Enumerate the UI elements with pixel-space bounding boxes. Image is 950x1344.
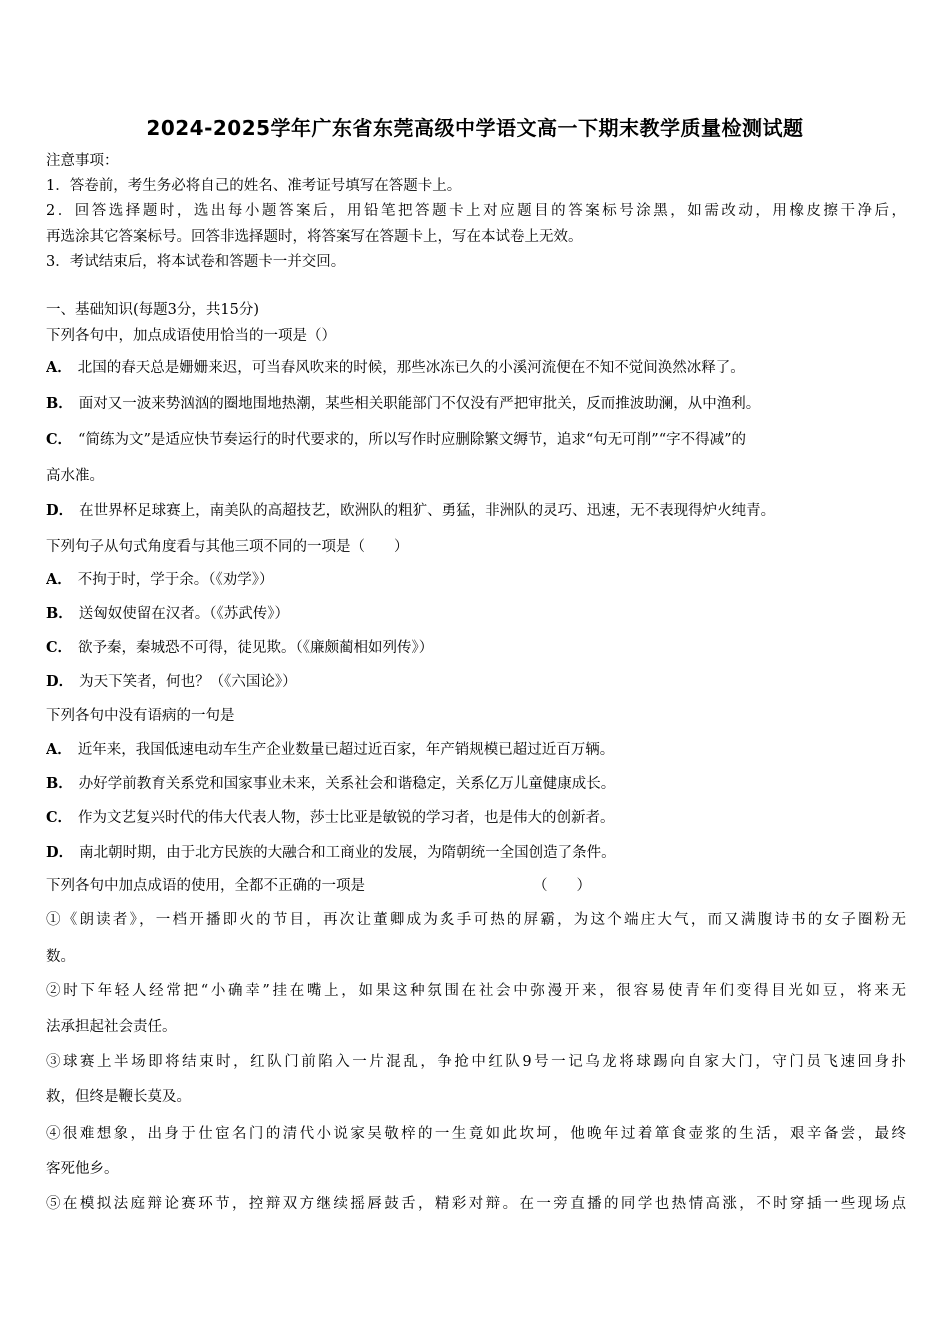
notice-item: 1．答卷前，考生务必将自己的姓名、准考证号填写在答题卡上。 [46, 178, 462, 194]
option-text: 作为文艺复兴时代的伟大代表人物，莎士比亚是敏锐的学习者，也是伟大的创新者。 [78, 810, 615, 826]
section-heading: 一、基础知识(每题3分，共15分) [46, 302, 259, 318]
question-4-item-2-continued: 法承担起社会责任。 [46, 1019, 177, 1035]
option-label: D． [46, 844, 74, 861]
option-text: 办好学前教育关系党和国家事业未来，关系社会和谐稳定，关系亿万儿童健康成长。 [78, 776, 616, 792]
question-2-stem: 下列句子从句式角度看与其他三项不同的一项是（ ） [46, 539, 409, 555]
option-text: 北国的春天总是姗姗来迟，可当春风吹来的时候，那些冰冻已久的小溪河流便在不知不觉间涣然冰释了。 [77, 360, 745, 376]
question-3-option-c [46, 808, 906, 828]
question-2-option-a [46, 570, 906, 590]
option-label: C． [46, 639, 73, 656]
notice-item: 2．回答选择题时，选出每小题答案后，用铅笔把答题卡上对应题目的答案标号涂黑，如需改动，用橡皮擦干净后， [46, 203, 906, 219]
question-1-option-a [46, 358, 906, 378]
question-2-option-c [46, 638, 906, 658]
option-label: C． [46, 809, 73, 826]
option-text: 高水准。 [46, 468, 104, 484]
question-3-option-d [46, 843, 906, 863]
question-4-item-5: ⑤在模拟法庭辩论赛环节，控辩双方继续摇唇鼓舌，精彩对辩。在一旁直播的同学也热情高涨，不时穿插一些现场点 [46, 1196, 906, 1212]
question-1-stem: 下列各句中，加点成语使用恰当的一项是（） [46, 328, 336, 344]
option-label: D． [46, 673, 74, 690]
question-4-item-3-continued: 救，但终是鞭长莫及。 [46, 1089, 191, 1105]
question-4-item-2: ②时下年轻人经常把“小确幸”挂在嘴上，如果这种氛围在社会中弥漫开来，很容易使青年们变得目光如豆，将来无 [46, 983, 906, 999]
option-text: 在世界杯足球赛上，南美队的高超技艺，欧洲队的粗犷、勇猛，非洲队的灵巧、迅速，无不表现得炉火纯青。 [79, 503, 776, 519]
page-title: 2024-2025学年广东省东莞高级中学语文高一下期末教学质量检测试题 [146, 116, 804, 140]
option-label: A． [46, 741, 72, 758]
notice-item: 再选涂其它答案标号。回答非选择题时，将答案写在答题卡上，写在本试卷上无效。 [46, 229, 583, 245]
question-4-stem-text: 下列各句中加点成语的使用，全都不正确的一项是 [46, 878, 365, 894]
option-label: C． [46, 431, 73, 448]
question-3-option-a [46, 740, 906, 760]
question-3-stem: 下列各句中没有语病的一句是 [46, 708, 235, 724]
option-label: D． [46, 502, 74, 519]
notice-item: 3．考试结束后，将本试卷和答题卡一并交回。 [46, 254, 346, 270]
option-text: 南北朝时期，由于北方民族的大融合和工商业的发展，为隋朝统一全国创造了条件。 [79, 845, 616, 861]
question-4-item-4-continued: 客死他乡。 [46, 1161, 119, 1177]
option-text: “简练为文”是适应快节奏运行的时代要求的，所以写作时应删除繁文缛节，追求“句无可削”“字不得减”的 [78, 432, 747, 448]
option-text: 不拘于时，学于余。（《劝学》） [77, 572, 274, 588]
option-text: 送匈奴使留在汉者。（《苏武传》） [78, 606, 290, 622]
answer-bracket: （ ） [533, 878, 591, 894]
question-1-option-c [46, 430, 906, 450]
option-label: A． [46, 571, 72, 588]
question-4-item-4: ④很难想象，出身于仕宦名门的清代小说家吴敬梓的一生竟如此坎坷，他晚年过着箪食壶浆的生活，艰辛备尝，最终 [46, 1126, 906, 1142]
question-1-option-d [46, 501, 906, 521]
question-4-item-1-continued: 数。 [46, 949, 75, 965]
question-3-option-b [46, 774, 906, 794]
question-4-item-1: ①《朗读者》，一档开播即火的节目，再次让董卿成为炙手可热的屏霸，为这个端庄大气，而又满腹诗书的女子圈粉无 [46, 912, 906, 928]
option-text: 为天下笑者，何也？（《六国论》） [79, 674, 297, 690]
option-label: B． [46, 395, 73, 412]
question-4-stem [46, 876, 906, 896]
option-text: 近年来，我国低速电动车生产企业数量已超过近百家，年产销规模已超过近百万辆。 [77, 742, 615, 758]
question-2-option-b [46, 604, 906, 624]
question-4-item-3: ③球赛上半场即将结束时，红队门前陷入一片混乱，争抢中红队9号一记乌龙将球踢向自家大门，守门员飞速回身扑 [46, 1054, 906, 1070]
question-1-option-b [46, 394, 906, 414]
option-text: 欲予秦，秦城恐不可得，徒见欺。（《廉颇蔺相如列传》） [78, 640, 434, 656]
question-1-option-c-continued [46, 466, 906, 486]
option-label: B． [46, 775, 73, 792]
option-label: A． [46, 359, 72, 376]
option-label: B． [46, 605, 73, 622]
question-2-option-d [46, 672, 906, 692]
notice-heading: 注意事项： [46, 153, 119, 169]
option-text: 面对又一波来势汹汹的圈地围地热潮，某些相关职能部门不仅没有严把审批关，反而推波助澜，从中渔利。 [78, 396, 761, 412]
